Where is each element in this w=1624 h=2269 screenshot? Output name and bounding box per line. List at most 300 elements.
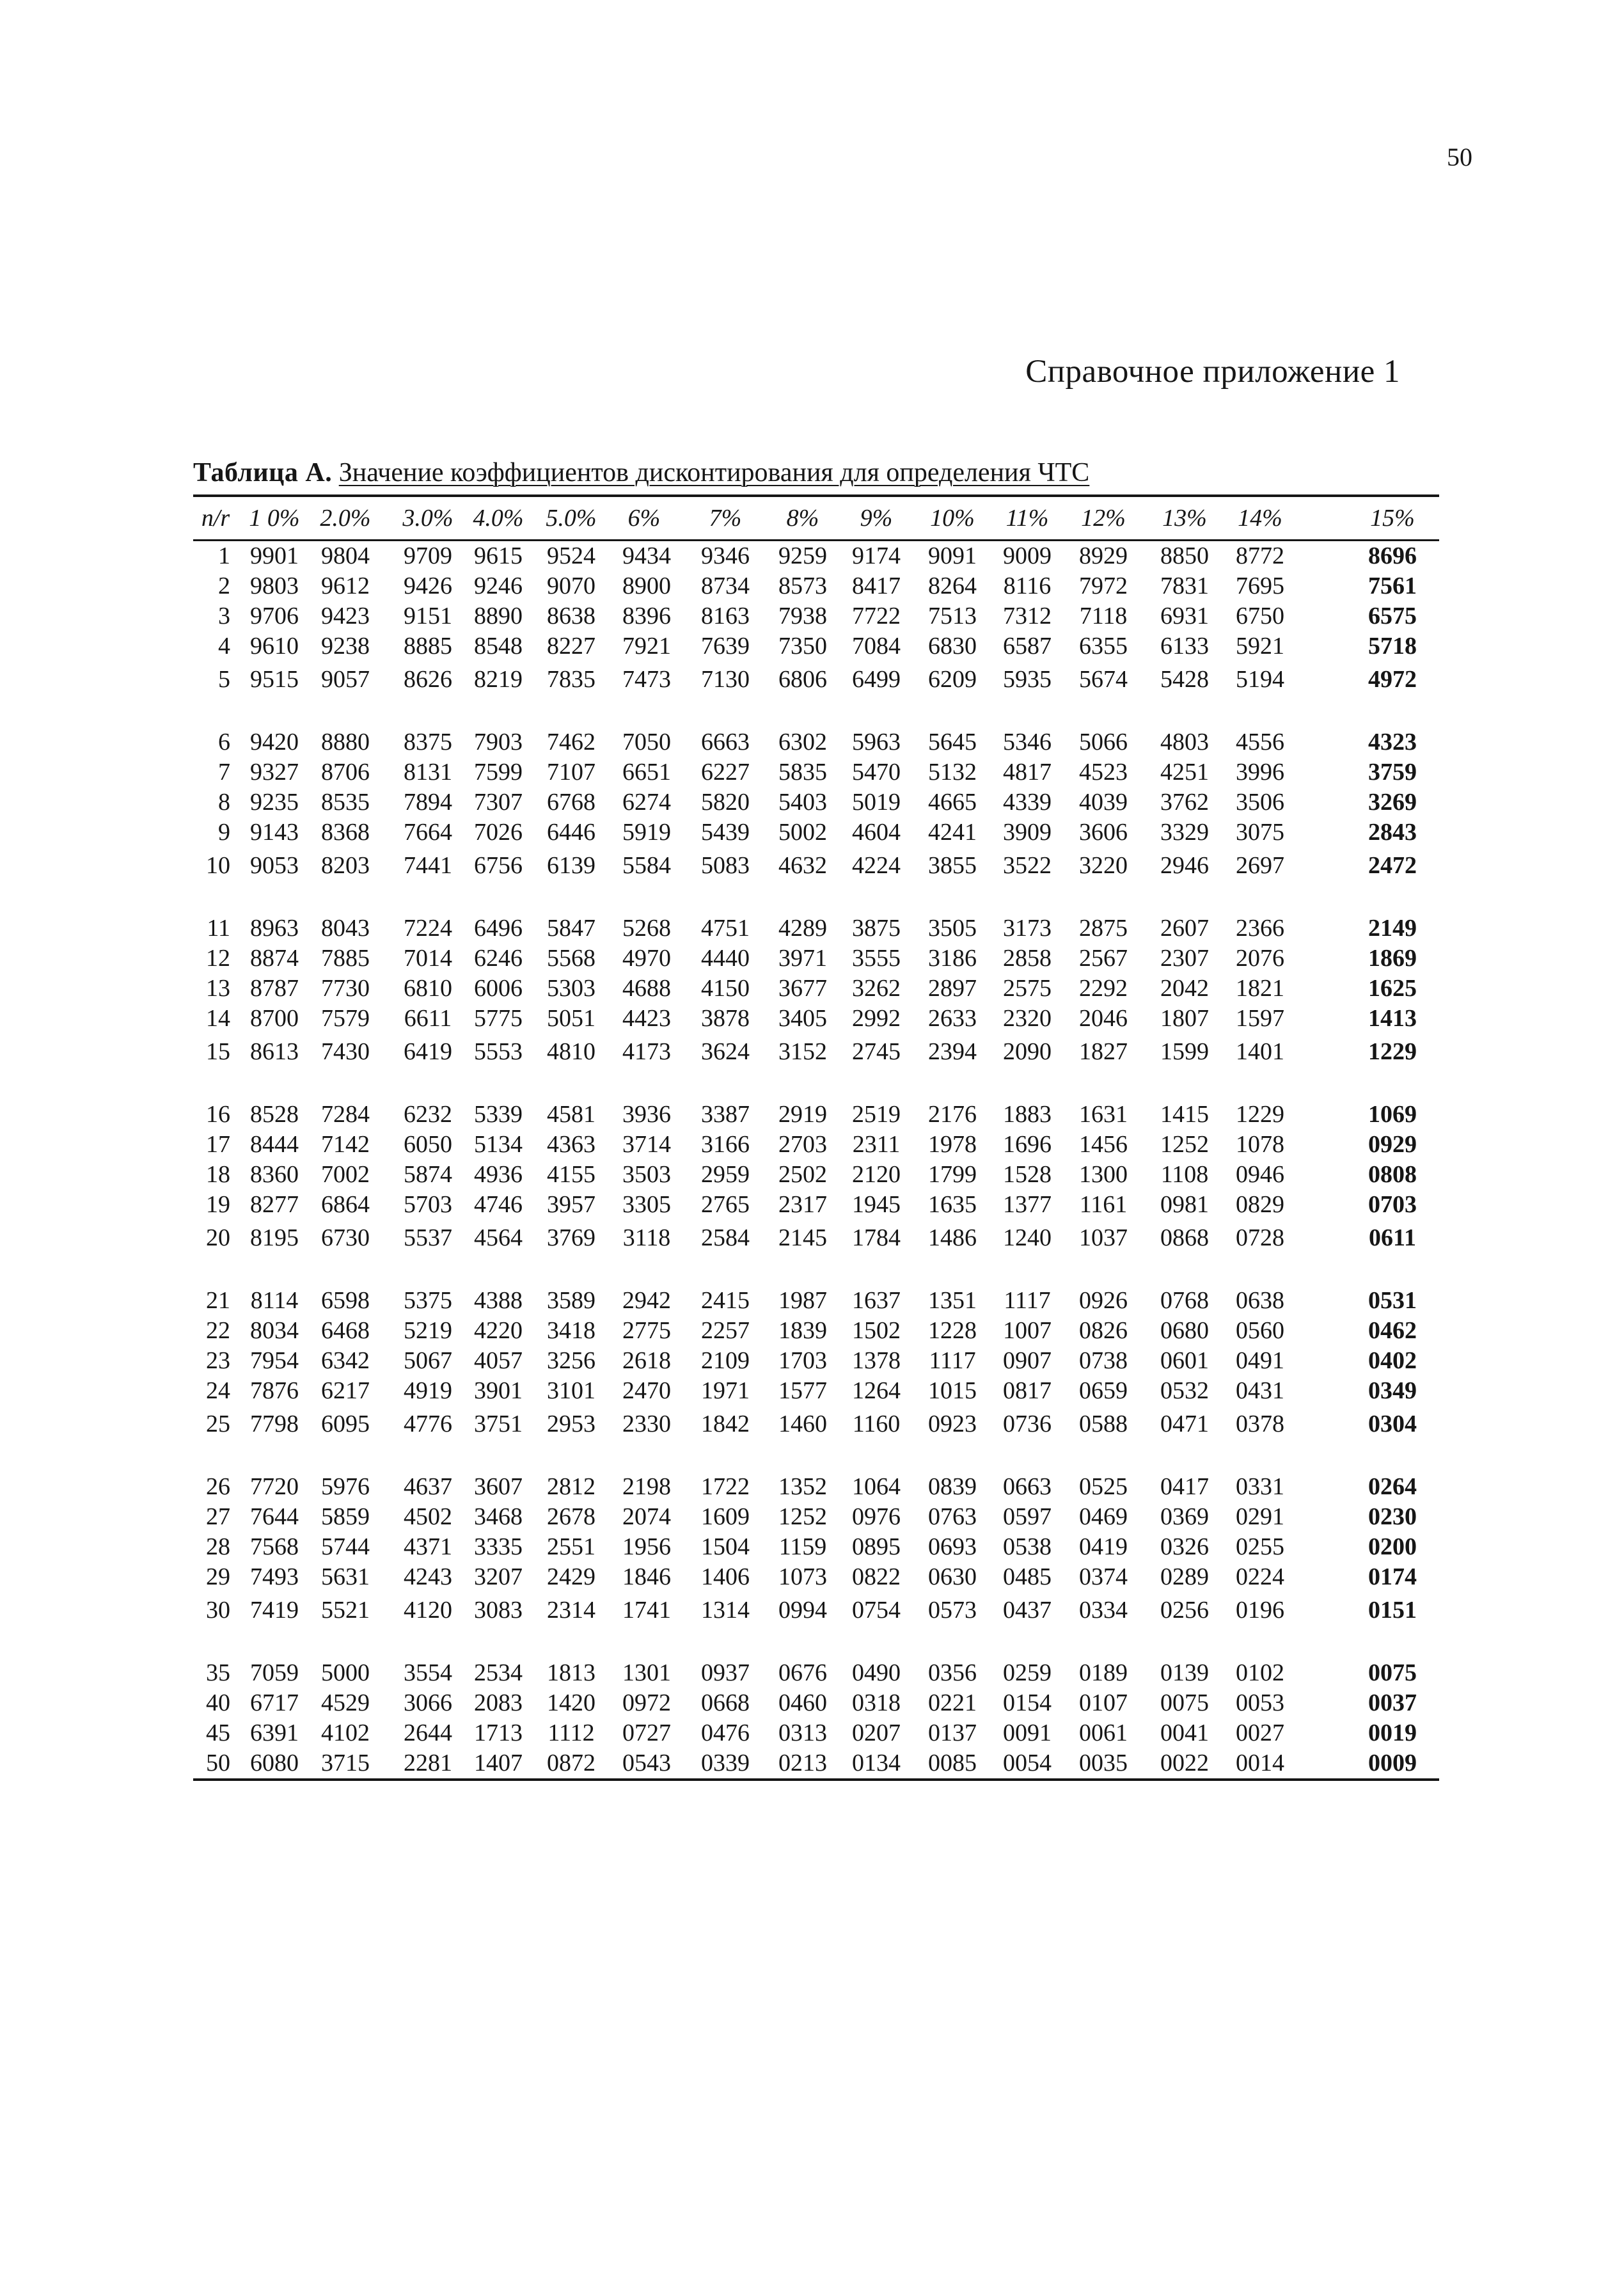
- table-row: [193, 601, 1439, 631]
- discount-factor-cell: 5537: [404, 1224, 452, 1251]
- discount-factor-cell: 0471: [1160, 1411, 1209, 1437]
- discount-factor-cell: 4224: [852, 852, 901, 879]
- discount-factor-cell: 0601: [1160, 1347, 1209, 1374]
- header-cell-rate: 5.0%: [546, 505, 597, 532]
- discount-factor-cell: 6768: [547, 789, 595, 816]
- discount-factor-cell: 4632: [778, 852, 827, 879]
- discount-factor-cell: 2429: [547, 1563, 595, 1590]
- discount-factor-cell: 8535: [321, 789, 370, 816]
- discount-factor-cell: 0560: [1236, 1317, 1284, 1344]
- table-row: [193, 1688, 1439, 1718]
- discount-factor-cell: 7059: [250, 1659, 299, 1686]
- discount-factor-cell: 4323: [1368, 729, 1417, 755]
- discount-factor-cell: 1078: [1236, 1131, 1284, 1158]
- discount-factor-cell: 3901: [474, 1377, 523, 1404]
- header-cell-rate: 14%: [1238, 505, 1282, 532]
- header-cell-rate: 1 0%: [249, 505, 300, 532]
- discount-factor-cell: 3506: [1236, 789, 1284, 816]
- discount-factor-cell: 0630: [928, 1563, 977, 1590]
- discount-factor-cell: 2942: [622, 1287, 671, 1314]
- row-period-cell: 1: [218, 542, 230, 569]
- row-period-cell: 50: [206, 1750, 230, 1776]
- discount-factor-cell: 4581: [547, 1101, 595, 1128]
- discount-factor-cell: 2502: [778, 1161, 827, 1188]
- discount-factor-cell: 5631: [321, 1563, 370, 1590]
- discount-factor-cell: 2198: [622, 1473, 671, 1500]
- discount-factor-cell: 8114: [250, 1287, 299, 1314]
- discount-factor-cell: 3335: [474, 1533, 523, 1560]
- discount-factor-cell: 4440: [701, 945, 750, 972]
- discount-factor-cell: 0659: [1079, 1377, 1128, 1404]
- header-cell-rate: 11%: [1005, 505, 1049, 532]
- discount-factor-cell: 4371: [404, 1533, 452, 1560]
- discount-factor-cell: 1460: [778, 1411, 827, 1437]
- discount-factor-cell: 3207: [474, 1563, 523, 1590]
- discount-factor-cell: 3762: [1160, 789, 1209, 816]
- header-cell-rate: 8%: [786, 505, 819, 532]
- discount-factor-cell: 4363: [547, 1131, 595, 1158]
- discount-factor-cell: 0054: [1003, 1750, 1052, 1776]
- discount-factor-cell: 1228: [928, 1317, 977, 1344]
- discount-factor-cell: 8375: [404, 729, 452, 755]
- group-spacer: [193, 1443, 1439, 1472]
- discount-factor-cell: 8706: [321, 759, 370, 786]
- discount-factor-cell: 1978: [928, 1131, 977, 1158]
- discount-factor-cell: 1407: [474, 1750, 523, 1776]
- discount-factor-cell: 1377: [1003, 1191, 1052, 1218]
- discount-factor-cell: 0663: [1003, 1473, 1052, 1500]
- discount-factor-cell: 9053: [250, 852, 299, 879]
- table-row: [193, 661, 1439, 698]
- discount-factor-cell: 0134: [852, 1750, 901, 1776]
- discount-factor-cell: 5744: [321, 1533, 370, 1560]
- discount-factor-cell: 0923: [928, 1411, 977, 1437]
- discount-factor-cell: 9524: [547, 542, 595, 569]
- discount-factor-cell: 5775: [474, 1005, 523, 1032]
- discount-factor-cell: 2644: [404, 1720, 452, 1746]
- discount-factor-cell: 0703: [1368, 1191, 1417, 1218]
- discount-factor-cell: 7835: [547, 666, 595, 693]
- discount-factor-cell: 5553: [474, 1038, 523, 1065]
- discount-factor-cell: 6080: [250, 1750, 299, 1776]
- discount-factor-cell: 0075: [1368, 1659, 1417, 1686]
- discount-factor-cell: 2519: [852, 1101, 901, 1128]
- discount-factor-cell: 0189: [1079, 1659, 1128, 1686]
- discount-factor-cell: 7664: [404, 819, 452, 846]
- discount-factor-cell: 0826: [1079, 1317, 1128, 1344]
- page-number: 50: [1447, 143, 1472, 171]
- discount-factor-cell: 7954: [250, 1347, 299, 1374]
- table-row: [193, 1190, 1439, 1220]
- discount-factor-cell: 8360: [250, 1161, 299, 1188]
- table-row: [193, 1100, 1439, 1130]
- discount-factor-cell: 0107: [1079, 1689, 1128, 1716]
- discount-factor-cell: 2311: [852, 1131, 901, 1158]
- table-row: [193, 913, 1439, 944]
- discount-factor-cell: 6139: [547, 852, 595, 879]
- discount-factor-cell: 6342: [321, 1347, 370, 1374]
- discount-factor-cell: 3875: [852, 915, 901, 942]
- discount-factor-cell: 6499: [852, 666, 901, 693]
- discount-factor-cell: 1945: [852, 1191, 901, 1218]
- table-row: [193, 974, 1439, 1004]
- discount-factor-cell: 0374: [1079, 1563, 1128, 1590]
- discount-factor-cell: 0035: [1079, 1750, 1128, 1776]
- discount-factor-cell: 1015: [928, 1377, 977, 1404]
- discount-factor-cell: 6446: [547, 819, 595, 846]
- discount-factor-cell: 0638: [1236, 1287, 1284, 1314]
- discount-factor-cell: 3066: [404, 1689, 452, 1716]
- discount-factor-cell: 7599: [474, 759, 523, 786]
- discount-factor-cell: 2897: [928, 975, 977, 1002]
- row-period-cell: 24: [206, 1377, 230, 1404]
- discount-factor-cell: 9803: [250, 573, 299, 599]
- discount-factor-cell: 1240: [1003, 1224, 1052, 1251]
- discount-factor-cell: 8203: [321, 852, 370, 879]
- row-period-cell: 14: [206, 1005, 230, 1032]
- discount-factor-cell: 3878: [701, 1005, 750, 1032]
- discount-factor-cell: 4339: [1003, 789, 1052, 816]
- discount-factor-cell: 6575: [1368, 603, 1417, 629]
- discount-factor-cell: 4289: [778, 915, 827, 942]
- discount-factor-cell: 9420: [250, 729, 299, 755]
- table-caption-label: Таблица А.: [193, 458, 333, 487]
- row-period-cell: 21: [206, 1287, 230, 1314]
- discount-factor-cell: 7921: [622, 633, 671, 660]
- row-period-cell: 23: [206, 1347, 230, 1374]
- table-row: [193, 1346, 1439, 1376]
- row-period-cell: 4: [218, 633, 230, 660]
- discount-factor-cell: 0490: [852, 1659, 901, 1686]
- discount-factor-cell: 3677: [778, 975, 827, 1002]
- discount-factor-cell: 0817: [1003, 1377, 1052, 1404]
- discount-factor-cell: 9346: [701, 542, 750, 569]
- discount-factor-cell: 1609: [701, 1503, 750, 1530]
- row-period-cell: 3: [218, 603, 230, 629]
- discount-factor-cell: 3505: [928, 915, 977, 942]
- discount-factor-cell: 6730: [321, 1224, 370, 1251]
- table-row: [193, 818, 1439, 848]
- discount-factor-cell: 4220: [474, 1317, 523, 1344]
- discount-factor-cell: 7026: [474, 819, 523, 846]
- discount-factor-cell: 2415: [701, 1287, 750, 1314]
- discount-factor-cell: 7224: [404, 915, 452, 942]
- discount-factor-cell: 8548: [474, 633, 523, 660]
- discount-factor-cell: 6810: [404, 975, 452, 1002]
- row-group: [193, 541, 1439, 698]
- discount-factor-cell: 7903: [474, 729, 523, 755]
- discount-factor-cell: 2109: [701, 1347, 750, 1374]
- discount-factor-cell: 7307: [474, 789, 523, 816]
- discount-factor-cell: 7695: [1236, 573, 1284, 599]
- table-row: [193, 1502, 1439, 1532]
- discount-factor-cell: 9246: [474, 573, 523, 599]
- discount-factor-cell: 2953: [547, 1411, 595, 1437]
- discount-factor-cell: 7972: [1079, 573, 1128, 599]
- discount-factor-cell: 9804: [321, 542, 370, 569]
- discount-factor-cell: 6246: [474, 945, 523, 972]
- discount-factor-cell: 1883: [1003, 1101, 1052, 1128]
- discount-factor-cell: 0926: [1079, 1287, 1128, 1314]
- discount-factor-cell: 0213: [778, 1750, 827, 1776]
- table-row: [193, 1748, 1439, 1778]
- discount-factor-cell: 5303: [547, 975, 595, 1002]
- table-row: [193, 1592, 1439, 1629]
- discount-factor-cell: 1229: [1368, 1038, 1417, 1065]
- discount-factor-cell: 2703: [778, 1131, 827, 1158]
- row-group: [193, 1658, 1439, 1778]
- discount-factor-cell: 0822: [852, 1563, 901, 1590]
- group-spacer: [193, 1629, 1439, 1658]
- discount-factor-cell: 4919: [404, 1377, 452, 1404]
- discount-factor-cell: 0009: [1368, 1750, 1417, 1776]
- header-cell-rate: 9%: [860, 505, 893, 532]
- discount-factor-cell: 6217: [321, 1377, 370, 1404]
- discount-factor-cell: 3589: [547, 1287, 595, 1314]
- discount-factor-cell: 7107: [547, 759, 595, 786]
- discount-factor-cell: 1159: [778, 1533, 827, 1560]
- discount-factor-cell: 0668: [701, 1689, 750, 1716]
- row-period-cell: 16: [206, 1101, 230, 1128]
- discount-factor-cell: 6598: [321, 1287, 370, 1314]
- table-row: [193, 1286, 1439, 1316]
- table-row: [193, 787, 1439, 818]
- discount-factor-cell: 0075: [1160, 1689, 1209, 1716]
- row-period-cell: 18: [206, 1161, 230, 1188]
- discount-factor-cell: 0946: [1236, 1161, 1284, 1188]
- discount-factor-cell: 2176: [928, 1101, 977, 1128]
- discount-factor-cell: 6391: [250, 1720, 299, 1746]
- discount-factor-cell: 0349: [1368, 1377, 1417, 1404]
- discount-factor-cell: 3418: [547, 1317, 595, 1344]
- discount-factor-cell: 1869: [1368, 945, 1417, 972]
- discount-factor-cell: 0485: [1003, 1563, 1052, 1590]
- discount-factor-cell: 0907: [1003, 1347, 1052, 1374]
- discount-factor-cell: 1117: [929, 1347, 976, 1374]
- discount-factor-cell: 1625: [1368, 975, 1417, 1002]
- discount-factor-cell: 3262: [852, 975, 901, 1002]
- discount-factor-cell: 4523: [1079, 759, 1128, 786]
- discount-factor-cell: 0829: [1236, 1191, 1284, 1218]
- discount-factor-cell: 0174: [1368, 1563, 1417, 1590]
- discount-factor-cell: 0738: [1079, 1347, 1128, 1374]
- discount-factor-cell: 0728: [1236, 1224, 1284, 1251]
- discount-factor-cell: 7284: [321, 1101, 370, 1128]
- discount-factor-cell: 1352: [778, 1473, 827, 1500]
- discount-factor-cell: 6663: [701, 729, 750, 755]
- discount-factor-cell: 7118: [1079, 603, 1128, 629]
- discount-factor-cell: 8528: [250, 1101, 299, 1128]
- discount-factor-cell: 4150: [701, 975, 750, 1002]
- discount-factor-cell: 0419: [1079, 1533, 1128, 1560]
- discount-factor-cell: 1301: [622, 1659, 671, 1686]
- discount-factor-cell: 0151: [1368, 1597, 1417, 1624]
- discount-factor-cell: 1300: [1079, 1161, 1128, 1188]
- discount-factor-cell: 1703: [778, 1347, 827, 1374]
- discount-factor-cell: 0264: [1368, 1473, 1417, 1500]
- discount-factor-cell: 0014: [1236, 1750, 1284, 1776]
- discount-factor-cell: 2992: [852, 1005, 901, 1032]
- discount-factor-cell: 2875: [1079, 915, 1128, 942]
- discount-factor-cell: 0736: [1003, 1411, 1052, 1437]
- discount-factor-cell: 2765: [701, 1191, 750, 1218]
- discount-factor-cell: 3996: [1236, 759, 1284, 786]
- discount-factor-cell: 3083: [474, 1597, 523, 1624]
- row-group: [193, 1286, 1439, 1443]
- discount-factor-cell: 7084: [852, 633, 901, 660]
- discount-factor-cell: 1741: [622, 1597, 671, 1624]
- discount-factor-cell: 0839: [928, 1473, 977, 1500]
- discount-factor-cell: 8163: [701, 603, 750, 629]
- discount-factor-cell: 2307: [1160, 945, 1209, 972]
- discount-factor-cell: 0019: [1368, 1720, 1417, 1746]
- discount-factor-cell: 7473: [622, 666, 671, 693]
- row-period-cell: 13: [206, 975, 230, 1002]
- discount-factor-cell: 0053: [1236, 1689, 1284, 1716]
- row-period-cell: 6: [218, 729, 230, 755]
- discount-factor-cell: 3305: [622, 1191, 671, 1218]
- discount-factor-cell: 6756: [474, 852, 523, 879]
- row-period-cell: 35: [206, 1659, 230, 1686]
- discount-factor-cell: 5346: [1003, 729, 1052, 755]
- discount-factor-cell: 9515: [250, 666, 299, 693]
- discount-factor-cell: 0768: [1160, 1287, 1209, 1314]
- discount-factor-cell: 2076: [1236, 945, 1284, 972]
- discount-factor-cell: 0291: [1236, 1503, 1284, 1530]
- row-period-cell: 25: [206, 1411, 230, 1437]
- discount-factor-cell: 2330: [622, 1411, 671, 1437]
- discount-factor-cell: 4751: [701, 915, 750, 942]
- discount-factor-cell: 4039: [1079, 789, 1128, 816]
- discount-factor-cell: 1635: [928, 1191, 977, 1218]
- discount-factor-cell: 1069: [1368, 1101, 1417, 1128]
- discount-factor-cell: 8696: [1368, 542, 1417, 569]
- discount-factor-cell: 4776: [404, 1411, 452, 1437]
- discount-factor-cell: 1528: [1003, 1161, 1052, 1188]
- table-row: [193, 944, 1439, 974]
- row-period-cell: 26: [206, 1473, 230, 1500]
- discount-factor-cell: 8116: [1003, 573, 1052, 599]
- table-row: [193, 1130, 1439, 1160]
- group-spacer: [193, 884, 1439, 913]
- discount-factor-cell: 5067: [404, 1347, 452, 1374]
- discount-factor-cell: 6611: [404, 1005, 452, 1032]
- discount-factor-cell: 3269: [1368, 789, 1417, 816]
- discount-factor-cell: 2472: [1368, 852, 1417, 879]
- discount-factor-cell: 0538: [1003, 1533, 1052, 1560]
- discount-factor-cell: 4803: [1160, 729, 1209, 755]
- discount-factor-cell: 7312: [1003, 603, 1052, 629]
- discount-factor-cell: 0061: [1079, 1720, 1128, 1746]
- discount-factor-cell: 4604: [852, 819, 901, 846]
- discount-factor-cell: 7014: [404, 945, 452, 972]
- row-group: [193, 1472, 1439, 1629]
- discount-factor-cell: 3555: [852, 945, 901, 972]
- discount-factor-cell: 3186: [928, 945, 977, 972]
- discount-factor-cell: 5718: [1368, 633, 1417, 660]
- discount-factor-cell: 1599: [1160, 1038, 1209, 1065]
- discount-factor-cell: 9426: [404, 573, 452, 599]
- discount-factor-cell: 0259: [1003, 1659, 1052, 1686]
- header-cell-rate: 15%: [1370, 505, 1415, 532]
- table-row: [193, 1472, 1439, 1502]
- discount-factor-cell: 3075: [1236, 819, 1284, 846]
- discount-factor-cell: 5645: [928, 729, 977, 755]
- table-row: [193, 848, 1439, 884]
- discount-factor-cell: 1842: [701, 1411, 750, 1437]
- discount-factor-cell: 0437: [1003, 1597, 1052, 1624]
- discount-factor-cell: 0981: [1160, 1191, 1209, 1218]
- discount-factor-cell: 3971: [778, 945, 827, 972]
- discount-factor-cell: 3715: [321, 1750, 370, 1776]
- discount-factor-cell: 0763: [928, 1503, 977, 1530]
- discount-factor-cell: 3118: [622, 1224, 671, 1251]
- discount-factor-cell: 6355: [1079, 633, 1128, 660]
- discount-factor-cell: 6468: [321, 1317, 370, 1344]
- discount-factor-cell: 9091: [928, 542, 977, 569]
- discount-factor-cell: 5674: [1079, 666, 1128, 693]
- discount-factor-cell: 1112: [548, 1720, 595, 1746]
- discount-factor-cell: 5134: [474, 1131, 523, 1158]
- discount-factor-cell: 1502: [852, 1317, 901, 1344]
- discount-factor-cell: 2551: [547, 1533, 595, 1560]
- discount-factor-cell: 3503: [622, 1161, 671, 1188]
- table-row: [193, 1004, 1439, 1034]
- discount-factor-cell: 4388: [474, 1287, 523, 1314]
- header-cell-period: n/r: [201, 505, 230, 532]
- discount-factor-cell: 5584: [622, 852, 671, 879]
- discount-factor-cell: 6587: [1003, 633, 1052, 660]
- discount-factor-cell: 0597: [1003, 1503, 1052, 1530]
- discount-factor-cell: 8043: [321, 915, 370, 942]
- discount-factor-cell: 0676: [778, 1659, 827, 1686]
- discount-factor-cell: 1351: [928, 1287, 977, 1314]
- discount-factor-cell: 2745: [852, 1038, 901, 1065]
- discount-factor-cell: 4102: [321, 1720, 370, 1746]
- discount-factor-cell: 7561: [1368, 573, 1417, 599]
- discount-factor-cell: 3522: [1003, 852, 1052, 879]
- discount-factor-cell: 2618: [622, 1347, 671, 1374]
- discount-factor-cell: 4970: [622, 945, 671, 972]
- discount-factor-cell: 0531: [1368, 1287, 1417, 1314]
- table-row: [193, 1220, 1439, 1256]
- discount-factor-cell: 1108: [1160, 1161, 1209, 1188]
- row-period-cell: 10: [206, 852, 230, 879]
- discount-factor-cell: 3166: [701, 1131, 750, 1158]
- discount-factor-cell: 6931: [1160, 603, 1209, 629]
- discount-factor-cell: 8368: [321, 819, 370, 846]
- discount-factor-cell: 4556: [1236, 729, 1284, 755]
- discount-factor-cell: 8227: [547, 633, 595, 660]
- discount-factor-cell: 7493: [250, 1563, 299, 1590]
- discount-factor-cell: 7894: [404, 789, 452, 816]
- discount-factor-cell: 0041: [1160, 1720, 1209, 1746]
- appendix-title: Справочное приложение 1: [1025, 354, 1400, 390]
- discount-factor-cell: 5428: [1160, 666, 1209, 693]
- discount-factor-cell: 2145: [778, 1224, 827, 1251]
- discount-factor-cell: 5470: [852, 759, 901, 786]
- discount-factor-cell: 5132: [928, 759, 977, 786]
- discount-factor-cell: 7002: [321, 1161, 370, 1188]
- discount-factor-cell: 6830: [928, 633, 977, 660]
- discount-factor-cell: 0369: [1160, 1503, 1209, 1530]
- discount-factor-cell: 2292: [1079, 975, 1128, 1002]
- discount-factor-cell: 4251: [1160, 759, 1209, 786]
- discount-factor-cell: 2843: [1368, 819, 1417, 846]
- table-row: [193, 571, 1439, 601]
- discount-factor-cell: 8880: [321, 729, 370, 755]
- discount-factor-cell: 0256: [1160, 1597, 1209, 1624]
